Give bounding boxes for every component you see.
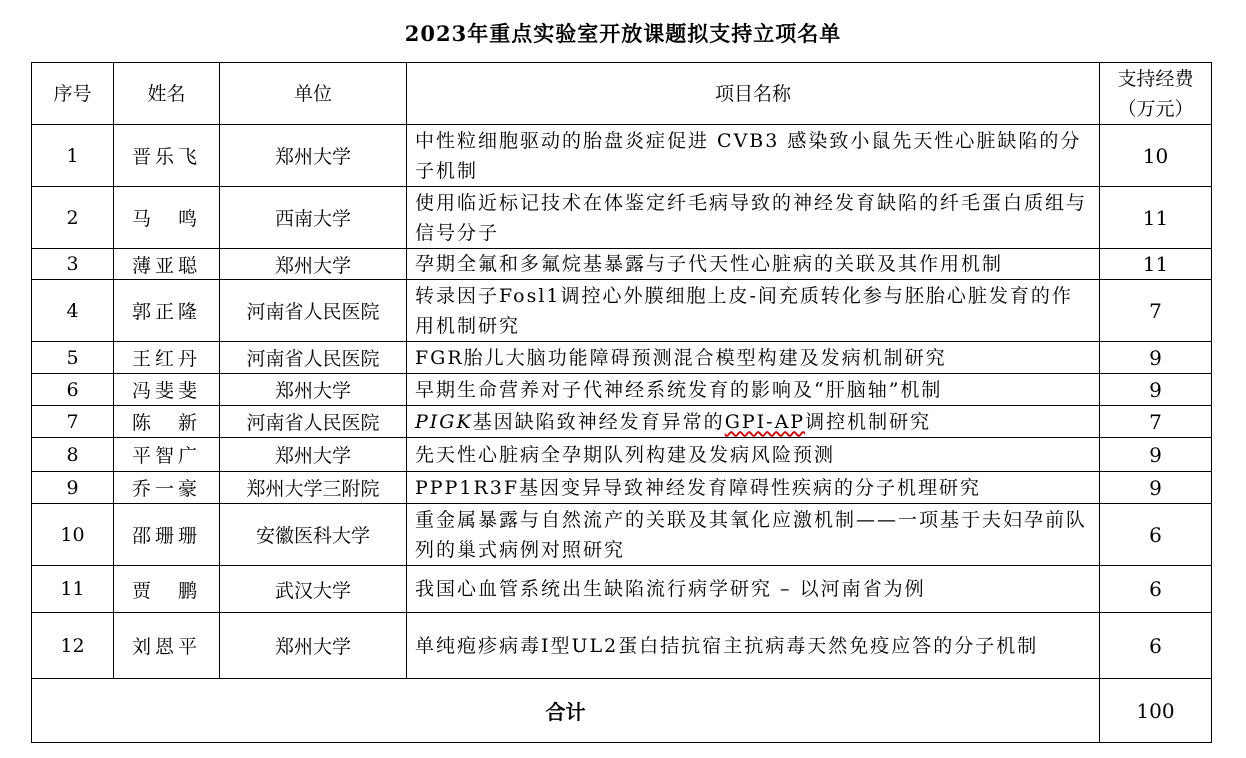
row-project: 重金属暴露与自然流产的关联及其氧化应激机制——一项基于夫妇孕前队列的巢式病例对照研究 <box>407 504 1100 566</box>
row-unit: 郑州大学 <box>220 125 407 187</box>
row-funding: 6 <box>1100 504 1212 566</box>
header-project: 项目名称 <box>407 63 1100 125</box>
row-funding: 9 <box>1100 438 1212 472</box>
row-unit: 河南省人民医院 <box>220 280 407 342</box>
row-seq: 7 <box>32 406 114 438</box>
row-seq: 5 <box>32 342 114 374</box>
row-project: 中性粒细胞驱动的胎盘炎症促进 CVB3 感染致小鼠先天性心脏缺陷的分子机制 <box>407 125 1100 187</box>
table-row <box>32 125 1212 187</box>
row-seq: 6 <box>32 374 114 406</box>
row-project: 单纯疱疹病毒I型UL2蛋白拮抗宿主抗病毒天然免疫应答的分子机制 <box>407 613 1100 679</box>
row-seq: 12 <box>32 613 114 679</box>
row-funding: 9 <box>1100 472 1212 504</box>
row-project <box>407 406 1100 438</box>
page-title: 2023年重点实验室开放课题拟支持立项名单 <box>404 21 842 46</box>
header-funding-line1: 支持经费 <box>1117 67 1194 90</box>
row-seq: 8 <box>32 438 114 472</box>
row-unit: 西南大学 <box>220 187 407 249</box>
table-row <box>32 374 1212 406</box>
table-row <box>32 472 1212 504</box>
project-spellcheck-term: GPI-AP <box>724 410 806 433</box>
table-row <box>32 249 1212 280</box>
row-project: 先天性心脏病全孕期队列构建及发病风险预测 <box>407 438 1100 472</box>
table-row <box>32 187 1212 249</box>
row-funding: 11 <box>1100 249 1212 280</box>
table-row <box>32 613 1212 679</box>
row-seq: 1 <box>32 125 114 187</box>
row-funding: 9 <box>1100 342 1212 374</box>
row-project: PPP1R3F基因变异导致神经发育障碍性疾病的分子机理研究 <box>407 472 1100 504</box>
row-project: 孕期全氟和多氟烷基暴露与子代天性心脏病的关联及其作用机制 <box>407 249 1100 280</box>
row-seq: 11 <box>32 566 114 613</box>
row-name: 平智广 <box>114 438 220 472</box>
row-name: 薄亚聪 <box>114 249 220 280</box>
row-project: 我国心血管系统出生缺陷流行病学研究 – 以河南省为例 <box>407 566 1100 613</box>
row-unit: 郑州大学 <box>220 438 407 472</box>
table-row <box>32 406 1212 438</box>
row-unit: 河南省人民医院 <box>220 406 407 438</box>
row-seq: 3 <box>32 249 114 280</box>
row-project: 转录因子Fosl1调控心外膜细胞上皮-间充质转化参与胚胎心脏发育的作用机制研究 <box>407 280 1100 342</box>
project-text-end: 调控机制研究 <box>805 410 932 433</box>
row-project: 使用临近标记技术在体鉴定纤毛病导致的神经发育缺陷的纤毛蛋白质组与信号分子 <box>407 187 1100 249</box>
total-label: 合计 <box>32 679 1100 743</box>
row-name: 马 鸣 <box>114 187 220 249</box>
row-funding: 6 <box>1100 566 1212 613</box>
row-seq: 10 <box>32 504 114 566</box>
row-name: 王红丹 <box>114 342 220 374</box>
row-unit: 郑州大学 <box>220 613 407 679</box>
header-name: 姓名 <box>114 63 220 125</box>
row-unit: 河南省人民医院 <box>220 342 407 374</box>
row-seq: 9 <box>32 472 114 504</box>
row-name: 乔一豪 <box>114 472 220 504</box>
row-name: 晋乐飞 <box>114 125 220 187</box>
row-unit: 郑州大学三附院 <box>220 472 407 504</box>
row-project: FGR胎儿大脑功能障碍预测混合模型构建及发病机制研究 <box>407 342 1100 374</box>
row-unit: 郑州大学 <box>220 249 407 280</box>
row-unit: 安徽医科大学 <box>220 504 407 566</box>
row-funding: 9 <box>1100 374 1212 406</box>
row-name: 陈 新 <box>114 406 220 438</box>
table-header-row <box>32 63 1212 125</box>
table-row <box>32 438 1212 472</box>
row-funding: 11 <box>1100 187 1212 249</box>
header-unit: 单位 <box>220 63 407 125</box>
row-funding: 7 <box>1100 406 1212 438</box>
header-funding-line2: （万元） <box>1117 97 1194 120</box>
row-project: 早期生命营养对子代神经系统发育的影响及“肝脑轴”机制 <box>407 374 1100 406</box>
project-table <box>31 62 1212 743</box>
table-row <box>32 280 1212 342</box>
table-row <box>32 504 1212 566</box>
row-name: 刘恩平 <box>114 613 220 679</box>
row-name: 邵珊珊 <box>114 504 220 566</box>
row-unit: 郑州大学 <box>220 374 407 406</box>
project-gene-italic: PIGK <box>415 410 473 433</box>
total-row <box>32 679 1212 743</box>
row-funding: 6 <box>1100 613 1212 679</box>
row-seq: 4 <box>32 280 114 342</box>
row-funding: 7 <box>1100 280 1212 342</box>
row-name: 郭正隆 <box>114 280 220 342</box>
row-unit: 武汉大学 <box>220 566 407 613</box>
total-value: 100 <box>1100 679 1212 743</box>
row-seq: 2 <box>32 187 114 249</box>
row-funding: 10 <box>1100 125 1212 187</box>
header-seq: 序号 <box>32 63 114 125</box>
project-text-mid: 基因缺陷致神经发育异常的 <box>472 410 725 433</box>
table-row <box>32 342 1212 374</box>
header-funding <box>1100 63 1212 125</box>
row-name: 冯斐斐 <box>114 374 220 406</box>
row-name: 贾 鹏 <box>114 566 220 613</box>
table-row <box>32 566 1212 613</box>
